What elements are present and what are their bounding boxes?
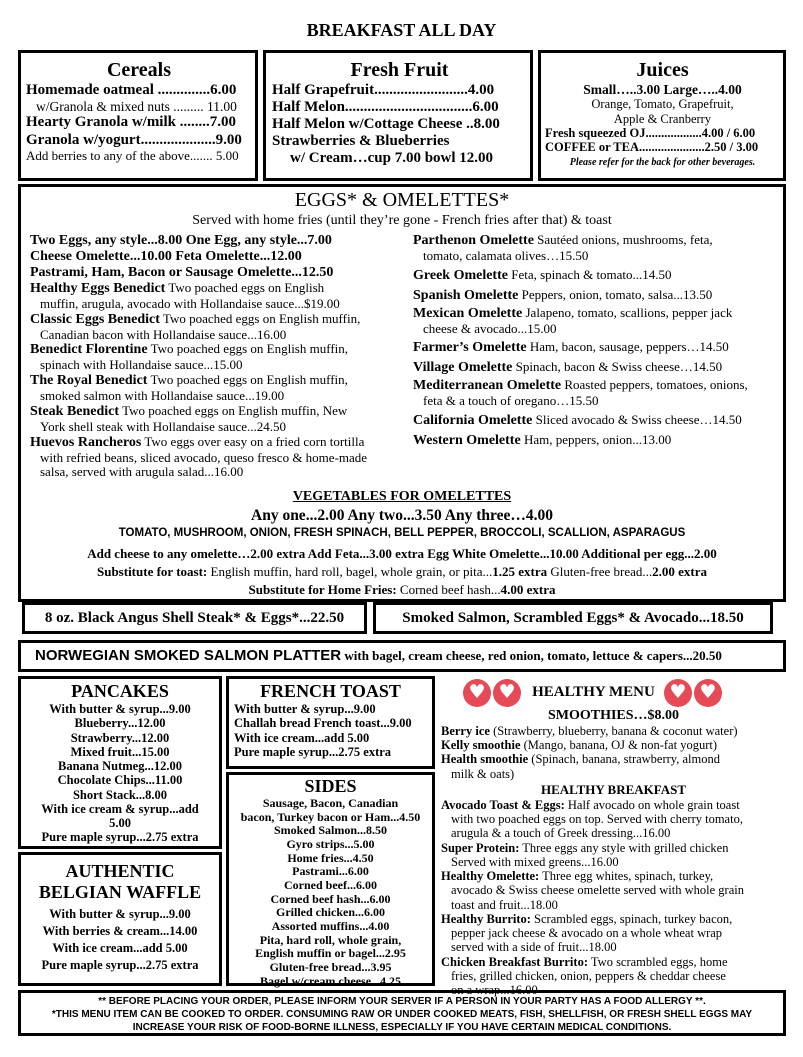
- pancake-item: Mixed fruit...15.00: [70, 744, 170, 759]
- egg-item-desc: spinach with Hollandaise sauce...15.00: [40, 357, 243, 373]
- pancake-item: Short Stack...8.00: [72, 787, 168, 802]
- juice-sizes: Small…..3.00 Large…..4.00: [583, 82, 742, 97]
- healthy-item-desc: toast and fruit...18.00: [451, 897, 558, 912]
- vegetable-prices: Any one...2.00 Any two...3.50 Any three…4.00: [251, 507, 553, 524]
- smoothie-name: Kelly smoothie: [441, 738, 521, 753]
- egg-item-name: Classic Eggs Benedict: [30, 311, 160, 327]
- juice-flavors: Apple & Cranberry: [613, 111, 712, 126]
- side-item: Gyro strips...5.00: [286, 837, 375, 852]
- egg-item-name: Huevos Rancheros: [30, 434, 142, 450]
- healthy-item-name: Healthy Burrito:: [441, 911, 531, 926]
- pancake-item: Chocolate Chips...11.00: [57, 773, 183, 788]
- juices-section: [538, 50, 786, 181]
- smoothie-desc: (Strawberry, blueberry, banana & coconut water): [489, 723, 738, 738]
- pancake-item: 5.00: [109, 816, 131, 830]
- egg-item-desc: York shell steak with Hollandaise sauce...24.50: [40, 418, 287, 434]
- egg-item: Two Eggs, any style...8.00 One Egg, any style...7.00: [30, 233, 332, 248]
- side-item: Grilled chicken...6.00: [276, 905, 385, 920]
- pancakes-section: [18, 676, 222, 849]
- side-item: Gluten-free bread...3.95: [269, 960, 392, 975]
- pancake-item: With ice cream & syrup...add: [41, 801, 199, 816]
- allergy-notice: ** BEFORE PLACING YOUR ORDER, PLEASE INFORM YOUR SERVER IF A PERSON IN YOUR PARTY HAS A FOOD ALLERGY **.: [98, 996, 706, 1007]
- omelette-desc: tomato, calamata olives…15.50: [423, 247, 589, 263]
- fresh-fruit-title: Fresh Fruit: [350, 59, 449, 81]
- side-item: Bagel w/cream cheese...4.25: [259, 973, 402, 988]
- waffle-title: BELGIAN WAFFLE: [38, 881, 202, 902]
- heart-icon: [463, 679, 491, 707]
- healthy-header: [441, 676, 786, 708]
- omelette-name: California Omelette: [413, 413, 533, 429]
- omelette-desc: Jalapeno, tomato, scallions, pepper jack: [522, 304, 733, 320]
- french-toast-section: [226, 676, 435, 769]
- heart-icon: [493, 679, 521, 707]
- waffle-item: With ice cream...add 5.00: [52, 941, 188, 956]
- omelette-desc: Roasted peppers, tomatoes, onions,: [561, 377, 748, 393]
- side-item: Pastrami...6.00: [292, 864, 369, 879]
- sides-title: SIDES: [304, 776, 357, 796]
- omelette-desc: cheese & avocado...15.00: [423, 320, 557, 336]
- allergy-disclaimer: [18, 990, 786, 1036]
- cereals-title: Cereals: [106, 59, 172, 81]
- menu-title: BREAKFAST ALL DAY: [306, 20, 497, 40]
- healthy-item-desc: Scrambled eggs, spinach, turkey bacon,: [530, 911, 733, 926]
- juice-flavors: Orange, Tomato, Grapefruit,: [591, 97, 734, 112]
- cereal-item: w/Granola & mixed nuts ......... 11.00: [36, 99, 237, 115]
- healthy-title: HEALTHY MENU: [532, 684, 655, 700]
- omelette-desc: Ham, bacon, sausage, peppers…14.50: [526, 339, 729, 355]
- eggs-left-column: [30, 233, 410, 480]
- healthy-breakfast-title: HEALTHY BREAKFAST: [540, 781, 687, 797]
- fruit-item: Half Melon..................................6.00: [272, 99, 499, 116]
- pancake-item: With butter & syrup...9.00: [49, 702, 191, 716]
- french-toast-item: With butter & syrup...9.00: [234, 702, 376, 716]
- waffle-item: Pure maple syrup...2.75 extra: [41, 958, 199, 972]
- omelette-desc: Feta, spinach & tomato...14.50: [507, 266, 672, 282]
- platter-title: NORWEGIAN SMOKED SALMON PLATTER: [35, 647, 342, 664]
- pancake-item: Pure maple syrup...2.75 extra: [41, 830, 199, 845]
- cereal-item: Granola w/yogurt....................9.00: [26, 131, 242, 148]
- healthy-item-desc: Three egg whites, spinach, turkey,: [539, 869, 714, 884]
- egg-item-name: Healthy Eggs Benedict: [30, 280, 166, 296]
- healthy-item-desc: Served with mixed greens...16.00: [451, 854, 619, 869]
- side-item: Corned beef...6.00: [284, 878, 377, 893]
- fries-label: Substitute for Home Fries:: [248, 582, 397, 597]
- smoothie-desc: (Spinach, banana, strawberry, almond: [528, 752, 720, 767]
- side-item: bacon, Turkey bacon or Ham...4.50: [240, 809, 421, 824]
- omelette-desc: Peppers, onion, tomato, salsa...13.50: [518, 286, 713, 302]
- side-item: Pita, hard roll, whole grain,: [259, 932, 402, 947]
- platter-desc: with bagel, cream cheese, red onion, tomato, lettuce & capers...20.50: [341, 648, 722, 663]
- egg-item-desc: muffin, arugula, avocado with Hollandaise sauce...$19.00: [40, 295, 340, 311]
- gluten-text: Gluten-free bread...: [547, 564, 653, 579]
- egg-item-desc: smoked salmon with Hollandaise sauce...19.00: [40, 388, 285, 404]
- cereals-section: [18, 50, 258, 181]
- pancake-item: Banana Nutmeg...12.00: [58, 759, 182, 773]
- sides-section: [226, 772, 435, 986]
- healthy-item-desc: Three eggs any style with grilled chicken: [519, 840, 729, 855]
- gluten-price: 2.00 extra: [652, 564, 708, 579]
- toast-substitutions: [21, 564, 783, 580]
- french-toast-title: FRENCH TOAST: [260, 681, 401, 701]
- side-item: Sausage, Bacon, Canadian: [262, 796, 399, 810]
- waffle-item: With butter & syrup...9.00: [49, 907, 191, 922]
- heart-icon: [664, 679, 692, 707]
- french-toast-item: Challah bread French toast...9.00: [234, 716, 412, 731]
- healthy-item-desc: served with a side of fruit...18.00: [451, 940, 617, 955]
- fries-price: 4.00 extra: [500, 582, 556, 597]
- vegetables-title: VEGETABLES FOR OMELETTES: [292, 489, 512, 504]
- egg-item-name: Steak Benedict: [30, 403, 120, 419]
- healthy-item-desc: on a wrap...16.00: [451, 983, 538, 998]
- omelette-name: Spanish Omelette: [413, 287, 519, 303]
- side-item: Smoked Salmon...8.50: [273, 823, 388, 838]
- juices-title: Juices: [636, 59, 689, 81]
- egg-item-desc: Two poached eggs on English muffin,: [147, 341, 349, 357]
- fresh-fruit-section: [263, 50, 533, 181]
- smoothie-desc: milk & oats): [451, 766, 515, 781]
- waffle-item: With berries & cream...14.00: [42, 924, 198, 939]
- fruit-item: Half Melon w/Cottage Cheese ..8.00: [272, 116, 500, 133]
- omelette-desc: Ham, peppers, onion...13.00: [520, 432, 672, 448]
- egg-item-desc: Canadian bacon with Hollandaise sauce...16.00: [40, 326, 287, 342]
- beverage-note: Please refer for the back for other beverages.: [569, 157, 756, 169]
- healthy-item-name: Chicken Breakfast Burrito:: [441, 954, 588, 969]
- egg-item-desc: Two poached eggs on English muffin,: [159, 310, 361, 326]
- toast-label: Substitute for toast:: [96, 564, 208, 579]
- omelette-name: Village Omelette: [413, 360, 513, 376]
- healthy-item-name: Super Protein:: [441, 840, 520, 855]
- cereal-item: Homemade oatmeal ..............6.00: [26, 82, 237, 98]
- healthy-item-name: Avocado Toast & Eggs:: [441, 797, 565, 812]
- omelette-name: Farmer’s Omelette: [413, 340, 527, 356]
- salmon-platter: [18, 640, 786, 672]
- pancakes-title: PANCAKES: [71, 681, 169, 701]
- healthy-item-desc: arugula & a touch of Greek dressing...16.00: [451, 826, 671, 841]
- omelette-desc: Sautéed onions, mushrooms, feta,: [533, 232, 713, 247]
- side-item: Corned beef hash...6.00: [270, 891, 391, 906]
- coffee-tea: COFFEE or TEA.....................2.50 / 3.00: [545, 140, 759, 155]
- side-item: English muffin or bagel...2.95: [255, 946, 406, 961]
- cereal-item: Add berries to any of the above....... 5.00: [26, 147, 239, 163]
- healthy-item-desc: Two scrambled eggs, home: [588, 954, 728, 969]
- fruit-item: w/ Cream…cup 7.00 bowl 12.00: [290, 150, 494, 167]
- healthy-item-desc: pepper jack cheese & avocado on a whole wheat wrap: [451, 926, 723, 941]
- omelette-desc: feta & a touch of oregano…15.50: [423, 393, 599, 409]
- waffle-section: [18, 852, 222, 986]
- smoothie-desc: (Mango, banana, OJ & non-fat yogurt): [520, 738, 717, 753]
- fries-text: Corned beef hash...: [396, 582, 501, 597]
- toast-text: English muffin, hard roll, bagel, whole grain, or pita...: [207, 564, 493, 579]
- omelette-name: Parthenon Omelette: [413, 233, 534, 248]
- pancake-item: Blueberry...12.00: [74, 716, 166, 731]
- egg-item: Cheese Omelette...10.00 Feta Omelette...12.00: [30, 248, 302, 264]
- egg-item: Pastrami, Ham, Bacon or Sausage Omelette...12.50: [30, 264, 334, 280]
- omelette-desc: Spinach, bacon & Swiss cheese…14.50: [512, 359, 723, 375]
- heart-icon: [694, 679, 722, 707]
- healthy-item-desc: Half avocado on whole grain toast: [564, 797, 740, 812]
- healthy-item-desc: with two poached eggs on top. Served with cherry tomato,: [451, 812, 743, 827]
- cereal-item: Hearty Granola w/milk ........7.00: [26, 114, 236, 131]
- egg-item-desc: salsa, served with arugula salad...16.00: [40, 464, 244, 480]
- waffle-title: AUTHENTIC: [65, 861, 175, 881]
- vegetable-list: TOMATO, MUSHROOM, ONION, FRESH SPINACH, BELL PEPPER, BROCCOLI, SCALLION, ASPARAGUS: [118, 527, 686, 539]
- side-item: Assorted muffins...4.00: [271, 919, 390, 934]
- french-toast-item: With ice cream...add 5.00: [234, 730, 370, 745]
- egg-item-name: The Royal Benedict: [30, 373, 148, 389]
- egg-item-name: Benedict Florentine: [30, 342, 148, 358]
- smoothie-name: Health smoothie: [441, 752, 529, 767]
- side-item: Home fries...4.50: [287, 850, 374, 865]
- healthy-item-desc: avocado & Swiss cheese omelette served with whole grain: [451, 883, 744, 898]
- eggs-subtitle: Served with home fries (until they’re gone - French fries after that) & toast: [192, 213, 612, 228]
- steak-eggs-special: 8 oz. Black Angus Shell Steak* & Eggs*...22.50: [22, 602, 367, 634]
- egg-item-desc: Two poached eggs on English muffin, New: [119, 402, 348, 418]
- omelette-name: Greek Omelette: [413, 267, 508, 283]
- egg-item-desc: Two poached eggs on English: [165, 279, 325, 295]
- healthy-item-name: Healthy Omelette:: [441, 869, 540, 884]
- egg-item-desc: Two poached eggs on English muffin,: [147, 372, 348, 388]
- omelette-name: Mediterranean Omelette: [413, 378, 562, 394]
- raw-food-warning: INCREASE YOUR RISK OF FOOD-BORNE ILLNESS, ESPECIALLY IF YOU HAVE CERTAIN MEDICAL CONDITIONS.: [132, 1022, 672, 1033]
- salmon-eggs-special: Smoked Salmon, Scrambled Eggs* & Avocado...18.50: [373, 602, 773, 634]
- french-toast-item: Pure maple syrup...2.75 extra: [234, 744, 392, 759]
- healthy-menu-section: [441, 676, 786, 998]
- eggs-omelettes-section: [18, 184, 786, 602]
- eggs-title: EGGS* & OMELETTES*: [294, 189, 510, 211]
- pancake-item: Strawberry...12.00: [70, 730, 170, 745]
- smoothie-name: Berry ice: [441, 723, 490, 738]
- raw-food-warning: *THIS MENU ITEM CAN BE COOKED TO ORDER. CONSUMING RAW OR UNDER COOKED MEATS, FISH, SHELLFISH, OR FRESH SHELL EGGS MAY: [51, 1009, 753, 1020]
- fries-substitution: [21, 582, 783, 598]
- fruit-item: Strawberries & Blueberries: [272, 133, 450, 150]
- omelette-extras: Add cheese to any omelette…2.00 extra Add Feta...3.00 extra Egg White Omelette...10.00 Additional per egg...2.00: [87, 546, 717, 561]
- egg-item-desc: with refried beans, sliced avocado, queso fresco & home-made: [40, 449, 368, 465]
- toast-price: 1.25 extra: [492, 564, 548, 579]
- omelette-name: Western Omelette: [413, 433, 521, 449]
- fresh-oj: Fresh squeezed OJ..................4.00 / 6.00: [545, 125, 756, 140]
- healthy-item-desc: fries, grilled chicken, onion, peppers & cheddar cheese: [451, 968, 726, 983]
- egg-item-desc: Two eggs over easy on a fried corn tortilla: [141, 433, 365, 449]
- omelette-desc: Sliced avocado & Swiss cheese…14.50: [532, 412, 742, 428]
- smoothies-title: SMOOTHIES…$8.00: [547, 708, 680, 723]
- eggs-right-column: [413, 233, 781, 449]
- fruit-item: Half Grapefruit.........................4.00: [272, 82, 495, 98]
- omelette-name: Mexican Omelette: [413, 305, 523, 321]
